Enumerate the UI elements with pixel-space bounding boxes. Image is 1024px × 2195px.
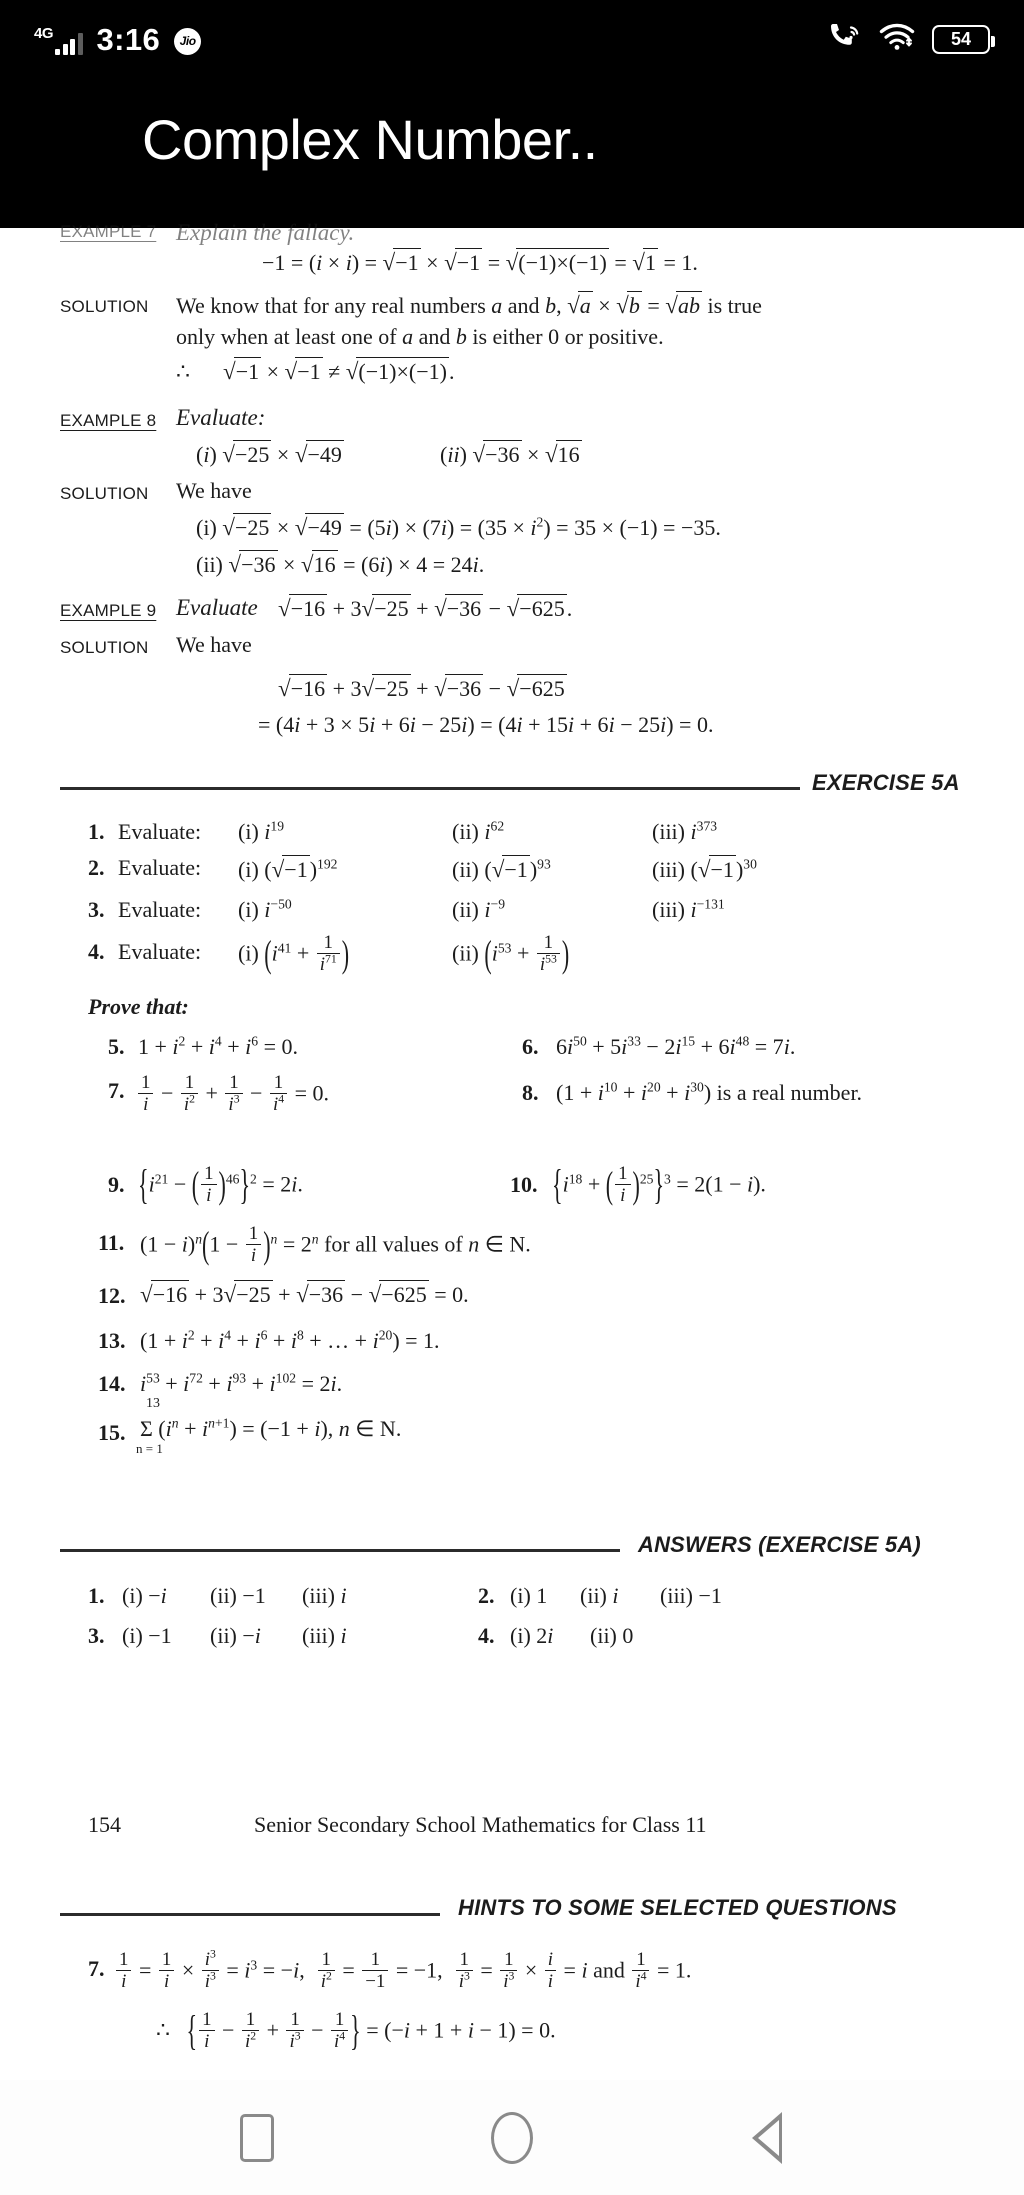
signal-strength-bars bbox=[55, 33, 83, 55]
answer-3-iii: (iii) i bbox=[302, 1623, 347, 1648]
question-1-number: 1. bbox=[88, 819, 105, 844]
example8-solution-ii: (ii) √−36 × √16 = (6i) × 4 = 24i. bbox=[196, 551, 485, 577]
answer-4-ii: (ii) 0 bbox=[590, 1623, 634, 1648]
jio-carrier-icon: Jio bbox=[174, 28, 201, 55]
answer-1-i: (i) −i bbox=[122, 1583, 167, 1608]
recents-button[interactable] bbox=[225, 2106, 289, 2170]
status-bar-clock: 3:16 bbox=[96, 21, 161, 57]
wifi-icon bbox=[879, 22, 915, 57]
answer-2-i: (i) 1 bbox=[510, 1583, 548, 1608]
answer-2-ii: (ii) i bbox=[580, 1583, 619, 1608]
question-12-number: 12. bbox=[98, 1283, 126, 1308]
question-15-sum-upper: 13 bbox=[146, 1396, 160, 1411]
question-5-text: $1 + i^2 + i^4 + i^6 = 0$. bbox=[138, 1033, 298, 1059]
question-4-stem: Evaluate: bbox=[118, 939, 202, 964]
question-3-stem: Evaluate: bbox=[118, 897, 202, 922]
question-10-number: 10. bbox=[510, 1172, 538, 1197]
question-15-number: 15. bbox=[98, 1420, 126, 1445]
example8-solution-label: SOLUTION bbox=[60, 484, 149, 503]
question-11-text: $(1 - i)^n(1$ − $\frac{1}{i}$ )$^n = 2^n$ for all values of n ∈ N. bbox=[140, 1222, 531, 1267]
answer-4-i: (i) 2i bbox=[510, 1623, 554, 1648]
example8-solution-intro: We have bbox=[176, 478, 252, 503]
answers-divider bbox=[60, 1549, 620, 1552]
status-bar-right bbox=[828, 22, 990, 57]
question-4-number: 4. bbox=[88, 939, 105, 964]
exercise-divider bbox=[60, 787, 800, 790]
signal-bars-icon bbox=[34, 26, 83, 55]
question-12-text: √−16 + 3√−25 + √−36 − √−625 = 0. bbox=[140, 1281, 469, 1307]
question-3-number: 3. bbox=[88, 897, 105, 922]
page-title: Complex Number.. bbox=[142, 108, 598, 171]
page-number: 154 bbox=[88, 1812, 121, 1837]
battery-icon bbox=[932, 25, 990, 54]
question-14-text: $i^{53} + i^{72} + i^{93} + i^{102} = 2i$. bbox=[140, 1370, 343, 1396]
example8-label: EXAMPLE 8 bbox=[60, 411, 157, 430]
question-14-number: 14. bbox=[98, 1371, 126, 1396]
question-3-part-iii: (iii) $i^{-131}$ bbox=[652, 896, 725, 922]
question-6-number: 6. bbox=[522, 1034, 539, 1059]
question-2-stem: Evaluate: bbox=[118, 855, 202, 880]
answer-4-number: 4. bbox=[478, 1623, 495, 1648]
question-3-part-i: (i) $i^{-50}$ bbox=[238, 896, 292, 922]
question-2-number: 2. bbox=[88, 855, 105, 880]
question-2-part-i: (i) $(√-1)^{192}$ bbox=[238, 856, 338, 882]
question-8-number: 8. bbox=[522, 1080, 539, 1105]
example9-expression: √−16 + 3√−25 + √−36 − √−625. bbox=[278, 595, 573, 621]
example8-prompt: Evaluate: bbox=[176, 405, 266, 430]
question-10-text: {$i^{18}$ + ( $\frac{1}{i}$ )$^{25}$}$^3$ = 2(1 − i). bbox=[552, 1160, 766, 1208]
document-viewer[interactable] bbox=[0, 220, 1024, 2080]
example7-solution-line1: We know that for any real numbers a and b, √a × √b = √ab is true bbox=[176, 292, 762, 318]
answer-1-iii: (iii) i bbox=[302, 1583, 347, 1608]
question-6-text: $6i^{50} + 5i^{33} - 2i^{15} + 6i^{48} = 7i$. bbox=[556, 1033, 796, 1059]
status-bar bbox=[0, 0, 1024, 78]
example8-part-ii: (ii) √−36 × √16 bbox=[440, 441, 580, 467]
status-bar-left bbox=[34, 21, 201, 57]
hints-divider bbox=[60, 1913, 440, 1916]
question-9-text: {$i^{21}$ − ( $\frac{1}{i}$ )$^{46}$}$^2$ = 2i. bbox=[138, 1160, 303, 1208]
hint-7-line1: $\frac{1}{i}$ = $\frac{1}{i}$ × $\frac{i^3}{i^3}$ = $i^3 = -i$, $\frac{1}{i^2}$ = $\frac{1}{-1}$ = −1, $\frac{1}{i^3}$ = $\frac{1}{i^3}$ × $\frac{i}{i}$ = i and $\frac{1}{i^4}$ = 1. bbox=[114, 1950, 691, 1993]
example7-prompt: Explain the fallacy. bbox=[176, 220, 355, 245]
answer-3-i: (i) −1 bbox=[122, 1623, 172, 1648]
question-8-text: $(1 + i^{10} + i^{20} + i^{30})$ is a real number. bbox=[556, 1079, 863, 1105]
question-3-part-ii: (ii) $i^{-9}$ bbox=[452, 896, 506, 922]
question-1-part-ii: (ii) $i^{62}$ bbox=[452, 818, 505, 844]
answer-2-number: 2. bbox=[478, 1583, 495, 1608]
answer-3-ii: (ii) −i bbox=[210, 1623, 261, 1648]
example9-solution-intro: We have bbox=[176, 632, 252, 657]
hint-7-number: 7. bbox=[88, 1956, 105, 1981]
back-button[interactable] bbox=[735, 2106, 799, 2170]
prove-that-label: Prove that: bbox=[88, 994, 189, 1019]
system-navigation-bar bbox=[0, 2080, 1024, 2195]
book-title: Senior Secondary School Mathematics for Class 11 bbox=[254, 1812, 707, 1837]
hints-heading: HINTS TO SOME SELECTED QUESTIONS bbox=[458, 1895, 897, 1920]
question-15-text: Σ $(i^n + i^{n+1}) = (-1 + i)$, n ∈ N. bbox=[140, 1415, 402, 1441]
vowifi-call-icon bbox=[828, 22, 862, 57]
question-2-part-ii: (ii) $(√-1)^{93}$ bbox=[452, 856, 551, 882]
question-7-number: 7. bbox=[108, 1078, 125, 1103]
app-title-bar bbox=[0, 78, 1024, 228]
example7-solution-line2: only when at least one of a and b is either 0 or positive. bbox=[176, 324, 664, 349]
question-11-number: 11. bbox=[98, 1230, 125, 1255]
example9-label: EXAMPLE 9 bbox=[60, 601, 157, 620]
answer-3-number: 3. bbox=[88, 1623, 105, 1648]
example7-solution-label: SOLUTION bbox=[60, 297, 149, 316]
question-1-part-i: (i) $i^{19}$ bbox=[238, 818, 285, 844]
question-5-number: 5. bbox=[108, 1034, 125, 1059]
answer-2-iii: (iii) −1 bbox=[660, 1583, 722, 1608]
network-type-label: 4G bbox=[34, 24, 54, 42]
question-4-part-ii: (ii) ($i^{53}$ + $\frac{1}{i^{53}}$ ) bbox=[452, 931, 570, 976]
answer-1-ii: (ii) −1 bbox=[210, 1583, 266, 1608]
question-1-stem: Evaluate: bbox=[118, 819, 202, 844]
recents-square-icon bbox=[240, 2114, 274, 2162]
question-2-part-iii: (iii) $(√-1)^{30}$ bbox=[652, 856, 757, 882]
example9-line1: √−16 + 3√−25 + √−36 − √−625 bbox=[278, 675, 565, 701]
home-button[interactable] bbox=[480, 2106, 544, 2170]
home-circle-icon bbox=[491, 2112, 533, 2164]
example8-part-i: (i) √−25 × √−49 bbox=[196, 441, 342, 467]
hint-7-line2: ∴ { $\frac{1}{i}$ − $\frac{1}{i^2}$ + $\frac{1}{i^3}$ − $\frac{1}{i^4}$ } = (−i + 1 + i − 1) = 0. bbox=[156, 2006, 556, 2054]
example7-equation: −1 = (i × i) = √−1 × √−1 = √(−1)×(−1) = √1 = 1. bbox=[262, 249, 698, 275]
example7-solution-line3: ∴ √−1 × √−1 ≠ √(−1)×(−1). bbox=[176, 358, 455, 384]
example7-label: EXAMPLE 7 bbox=[60, 222, 157, 241]
answer-1-number: 1. bbox=[88, 1583, 105, 1608]
answers-heading: ANSWERS (EXERCISE 5A) bbox=[638, 1532, 921, 1557]
example8-solution-i: (i) $√-25 \times √-49 = (5i) \times (7i) = (35 \times i^2) = 35 \times (-1) = -35$. bbox=[196, 514, 721, 540]
exercise-heading: EXERCISE 5A bbox=[812, 770, 960, 795]
example9-solution-label: SOLUTION bbox=[60, 638, 149, 657]
question-1-part-iii: (iii) $i^{373}$ bbox=[652, 818, 718, 844]
question-13-number: 13. bbox=[98, 1328, 126, 1353]
back-triangle-icon bbox=[752, 2112, 782, 2164]
battery-percent-label: 54 bbox=[950, 28, 972, 49]
example9-prompt: Evaluate bbox=[176, 595, 258, 620]
question-13-text: ($1 + i^2 + i^4 + i^6 + i^8$ + … + $i^{20}) = 1$. bbox=[140, 1327, 440, 1353]
question-9-number: 9. bbox=[108, 1172, 125, 1197]
question-7-text: $\frac{1}{i}$ − $\frac{1}{i^2}$ + $\frac{1}{i^3}$ − $\frac{1}{i^4}$ = 0. bbox=[136, 1073, 329, 1116]
example9-line2: = (4i + 3 × 5i + 6i − 25i) = (4i + 15i + 6i − 25i) = 0. bbox=[258, 712, 714, 737]
question-4-part-i: (i) ($i^{41}$ + $\frac{1}{i^{71}}$ ) bbox=[238, 931, 350, 976]
question-15-sum-lower: n = 1 bbox=[136, 1441, 163, 1456]
